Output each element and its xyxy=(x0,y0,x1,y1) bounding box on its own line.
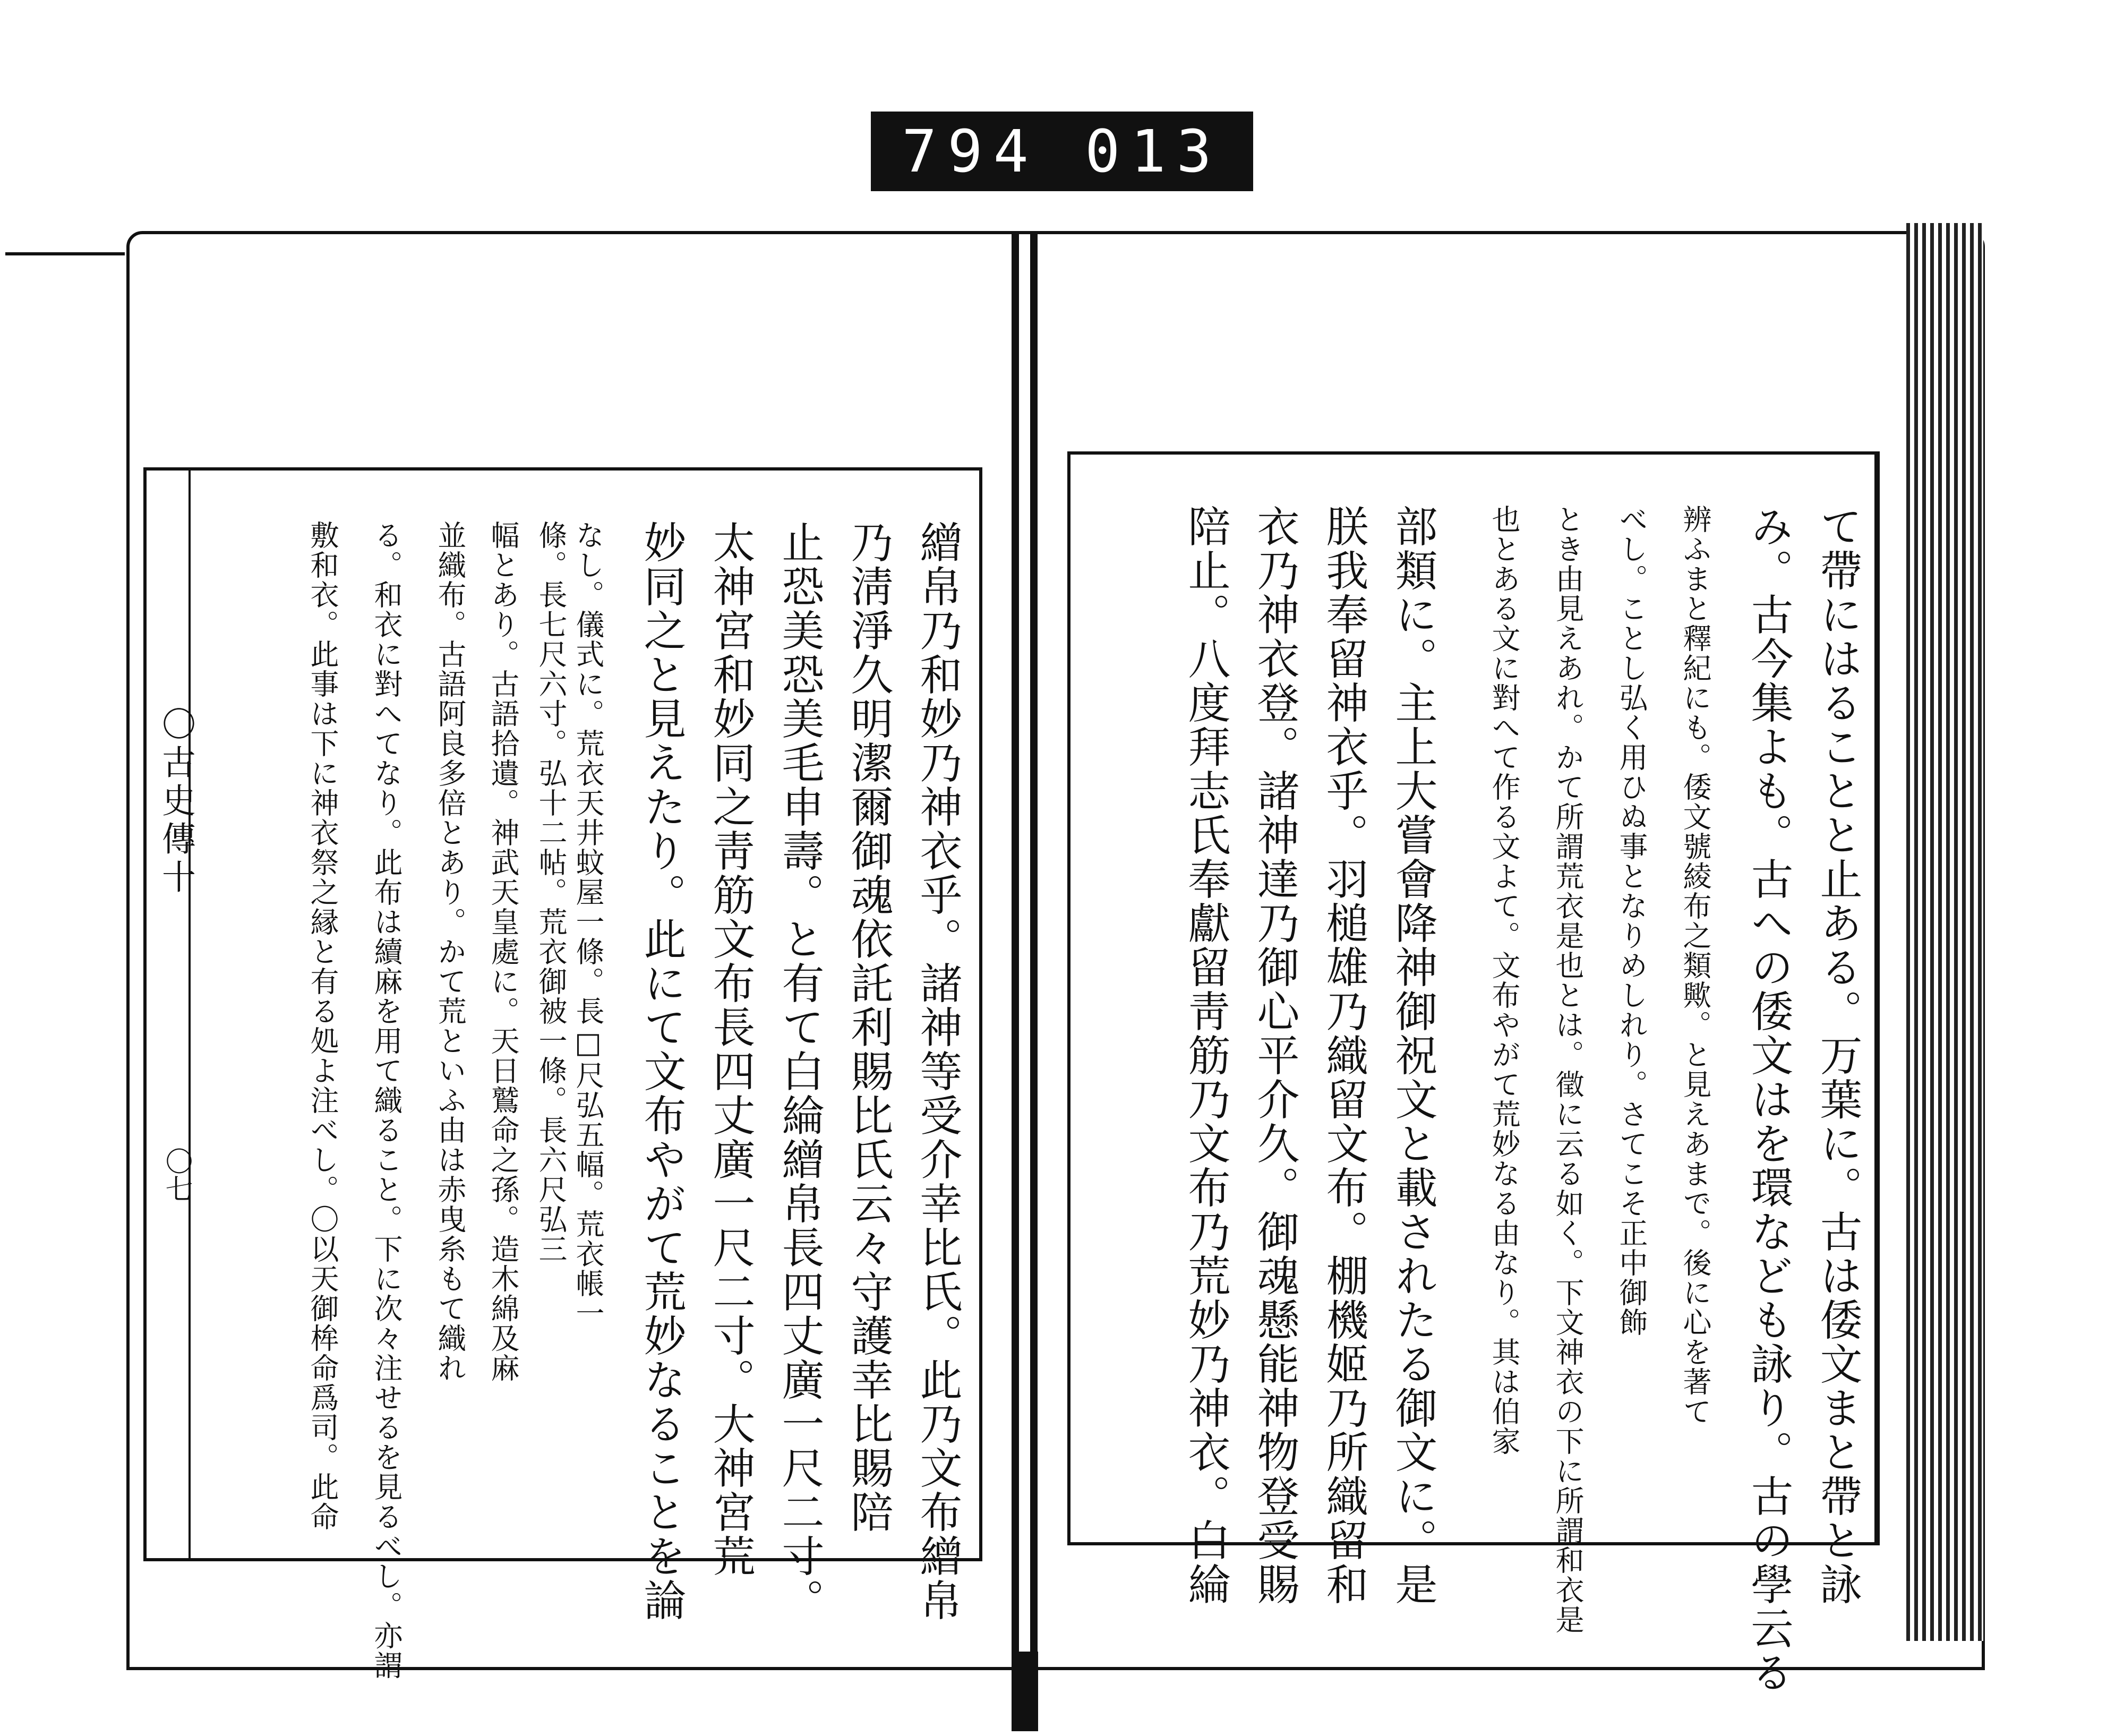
left-text-column-2: 乃淸淨久明潔爾御魂依託利賜比氏云々守護幸比賜陪 xyxy=(844,520,893,1534)
right-text-column-10: 陪止。八度拜志氏奉獻留靑筋乃文布乃荒妙乃神衣。白綸 xyxy=(1181,504,1230,1606)
left-text-column-6: なし。儀式に。荒衣天井蚊屋一條。長□尺弘五幅。荒衣帳一 xyxy=(571,520,605,1328)
right-text-column-2: み。古今集よも。古への倭文はを環なども詠り。古の學云る xyxy=(1744,504,1793,1695)
left-margin-rule xyxy=(5,252,125,255)
right-text-column-8: 朕我奉留神衣乎。羽槌雄乃織留文布。棚機姬乃所織留和 xyxy=(1319,504,1368,1606)
left-text-column-4: 太神宮和妙同之靑筋文布長四丈廣一尺二寸。大神宮荒 xyxy=(706,520,755,1578)
left-text-column-7: 條。長七尺六寸。弘十二帖。荒衣御被一條。長六尺弘三 xyxy=(534,520,568,1264)
left-page-margin-rule xyxy=(189,467,191,1561)
right-text-column-5: とき由見えあれ。かて所謂荒衣是也とは。徵に云る如く。下文神衣の下に所謂和衣是 xyxy=(1551,504,1585,1635)
page-edge-stripes xyxy=(1906,223,1983,1641)
book-spine-rule-right xyxy=(1030,231,1038,1718)
right-text-column-7: 部類に。主上大嘗會降神御祝文と載されたる御文に。是 xyxy=(1388,504,1437,1606)
left-text-column-10: る。和衣に對へてなり。此布は續麻を用て織ること。下に次々注せるを見るべし。亦謂 xyxy=(370,520,403,1680)
page-number: 〇七 xyxy=(160,1147,192,1202)
left-text-column-8: 幅とあり。古語拾遺。神武天皇處に。天日鷲命之孫。造木綿及麻 xyxy=(486,520,520,1383)
right-text-column-4: べし。ことし弘く用ひぬ事となりめしれり。さてこそ正中御飾 xyxy=(1615,504,1648,1337)
right-text-column-3: 辨ふまと釋紀にも。倭文號綾布之類歟。と見えあまで。後に心を著て xyxy=(1678,504,1712,1426)
left-text-column-5: 妙同之と見えたり。此にて文布やがて荒妙なることを論 xyxy=(637,520,686,1622)
left-text-column-3: 止恐美恐美毛申壽。と有て白綸繒帛長四丈廣一尺二寸。 xyxy=(775,520,824,1622)
right-text-column-9: 衣乃神衣登。諸神達乃御心平介久。御魂懸能神物登受賜 xyxy=(1250,504,1299,1606)
book-spine-rule-left xyxy=(1012,231,1019,1718)
right-text-column-1: て帶にはることと止ある。万葉に。古は倭文まと帶と詠 xyxy=(1813,504,1862,1606)
left-text-column-1: 繒帛乃和妙乃神衣乎。諸神等受介幸比氏。此乃文布繒帛 xyxy=(913,520,962,1622)
left-text-column-11: 敷和衣。此事は下に神衣祭之縁と有る処よ注べし。〇以天御桙命爲司。此命 xyxy=(306,520,339,1532)
right-page-margin-rule xyxy=(1874,451,1877,1545)
running-head: 〇古史傳十 xyxy=(156,706,195,897)
book-spine-foot xyxy=(1012,1652,1038,1731)
left-text-column-9: 並織布。古語阿良多倍とあり。かて荒といふ由は赤曳糸もて織れ xyxy=(433,520,467,1383)
right-text-column-6: 也とある文に對へて作る文よて。文布やがて荒妙なる由なり。其は伯家 xyxy=(1487,504,1521,1456)
archive-label: 794 013 xyxy=(871,112,1253,191)
